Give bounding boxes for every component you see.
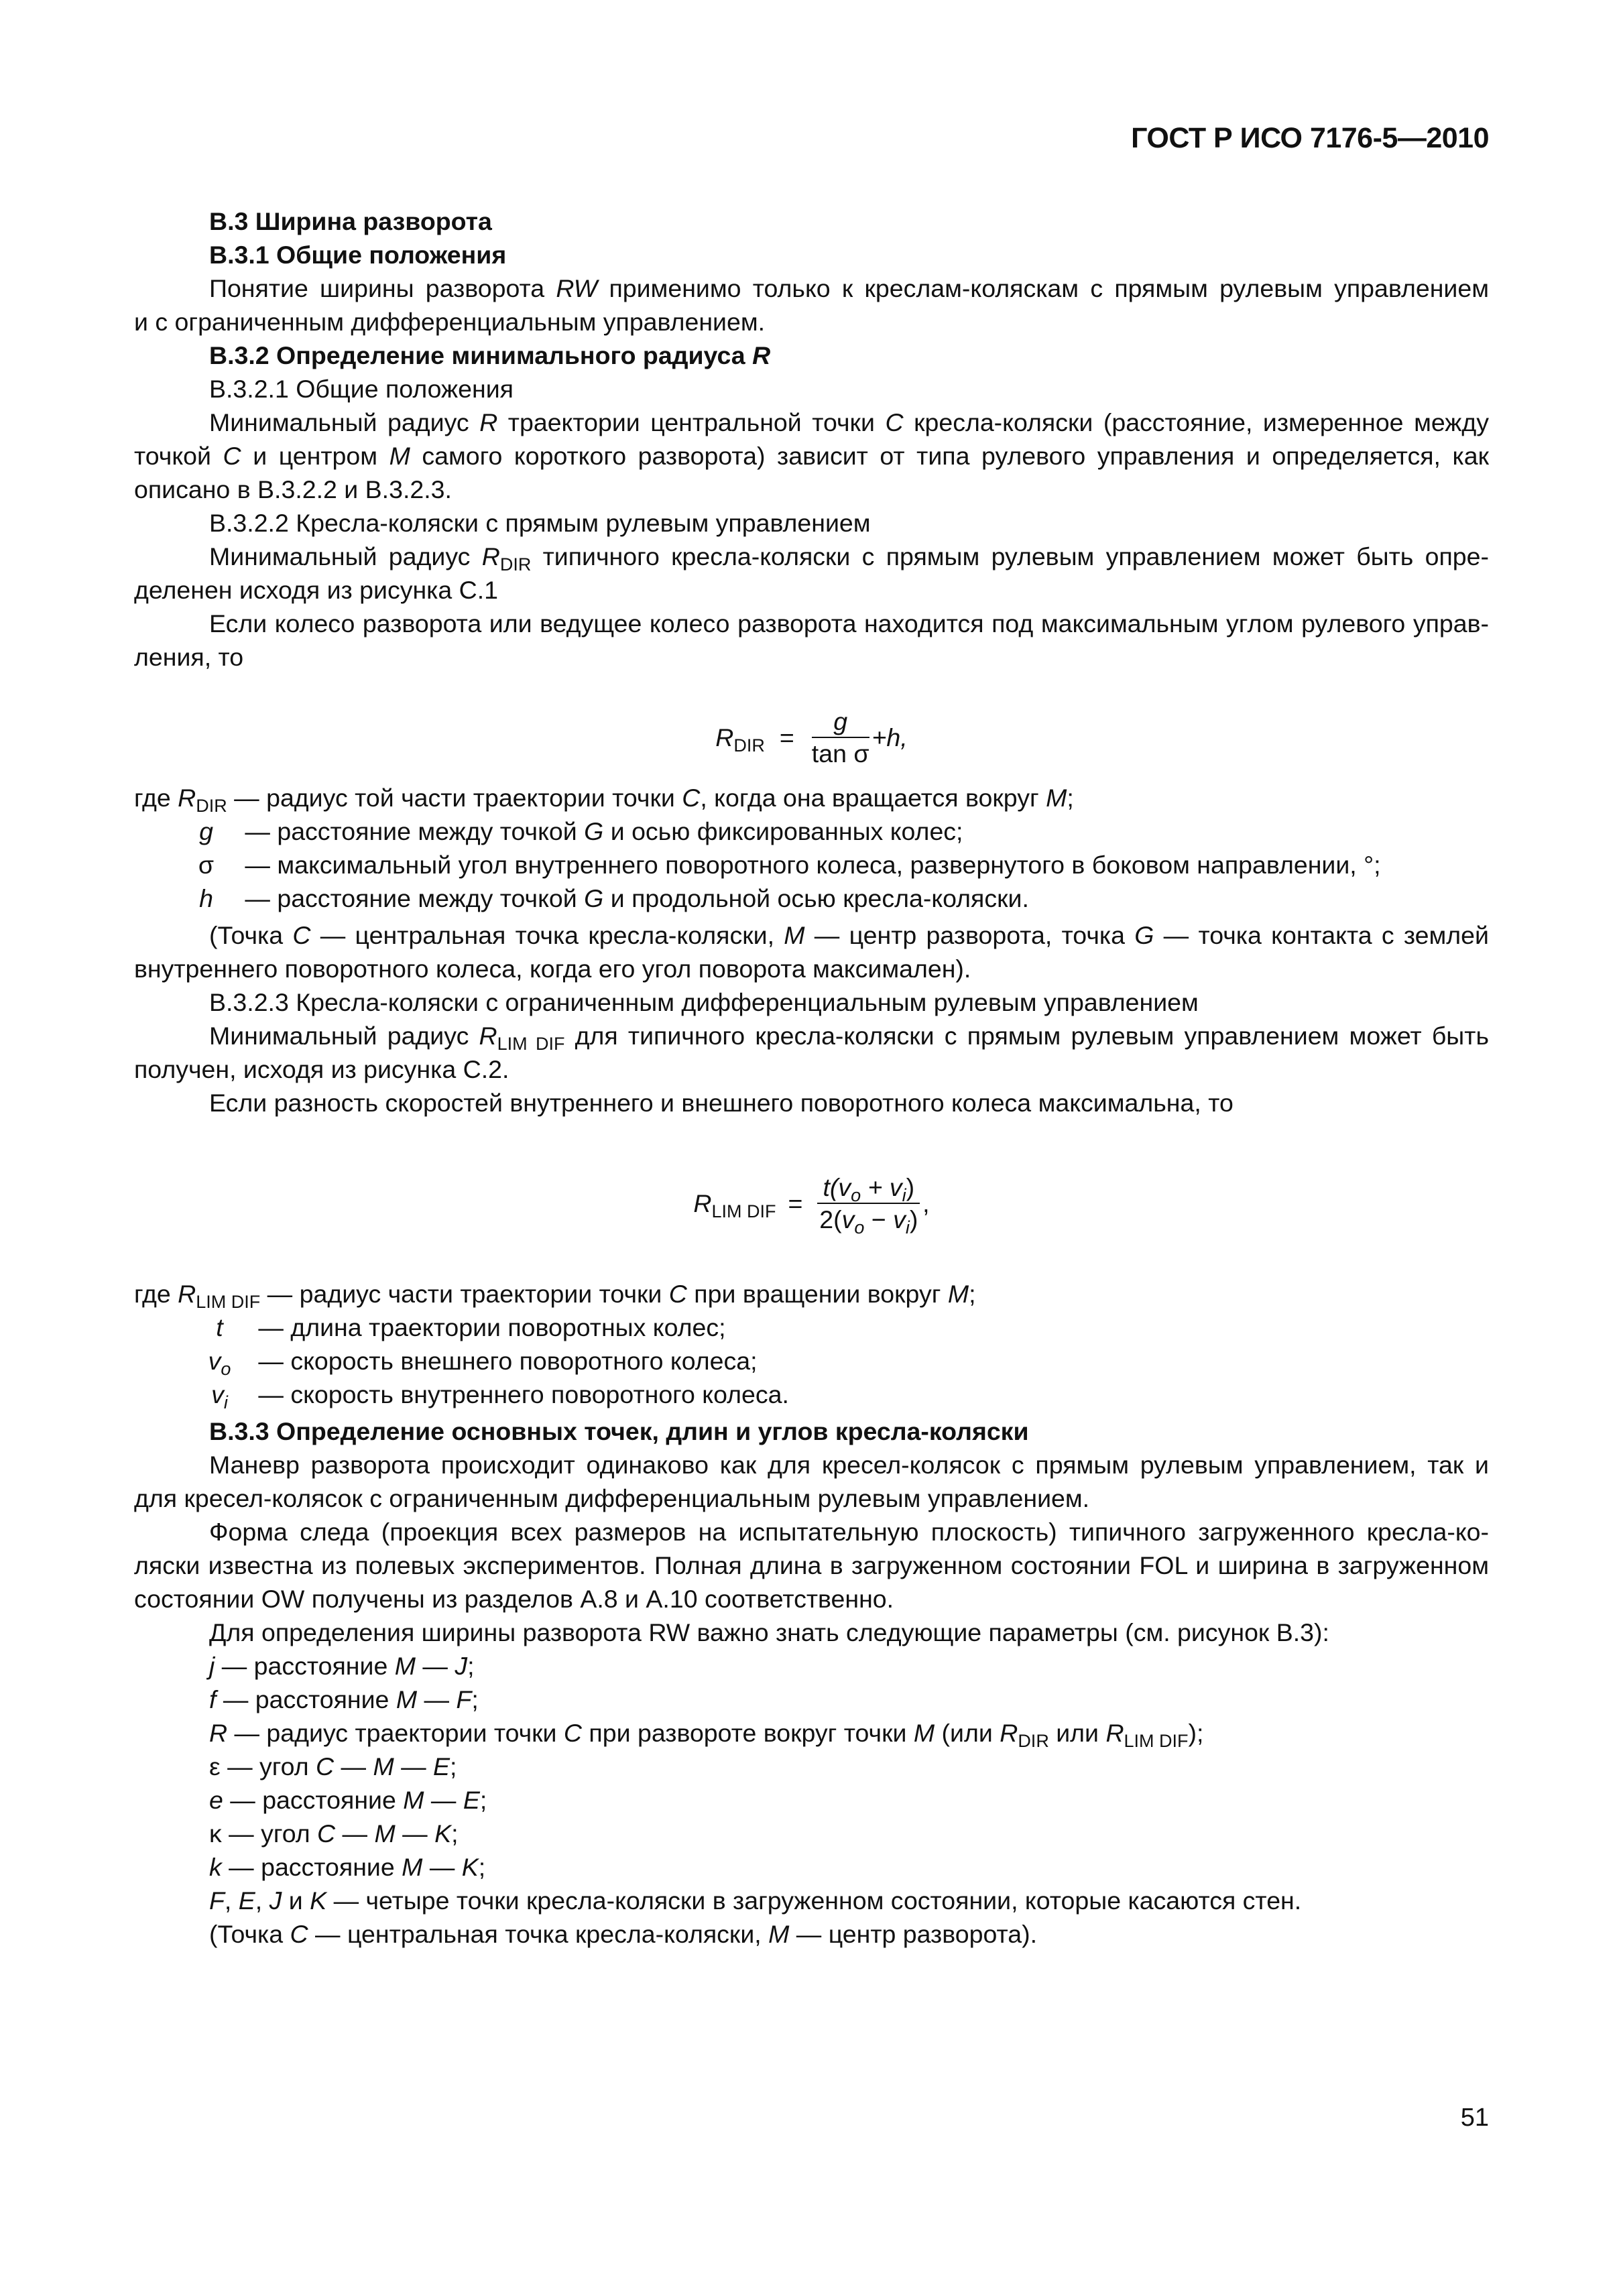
paragraph-line: Минимальный радиус $R_{LIM DIF}$ для типичного кресла-коляски с прямым рулевым управлением может быть — [209, 1022, 1489, 1054]
parameter-item: ε — угол C — M — E; — [209, 1752, 457, 1780]
fraction: $\frac{t(v_o + v_i)}{2(v_o - v_i)}$ — [817, 1172, 920, 1235]
parameter-item: k — расстояние M — K; — [209, 1853, 486, 1881]
parameter-item: R — радиус траектории точки C при развороте вокруг точки M (или $R_{DIR}$ или $R_{LIM DIF}$); — [209, 1719, 1204, 1752]
legend-line: $v_i$ — скорость внутреннего поворотного колеса. — [211, 1380, 789, 1413]
paragraph-line: состоянии OW получены из разделов А.8 и А.10 соответственно. — [134, 1585, 894, 1613]
paragraph-line: Если колесо разворота или ведущее колесо разворота находится под максимальным углом рулевого управ- — [209, 609, 1489, 638]
clause-title: В.3.2.2 Кресла-коляски с прямым рулевым управлением — [209, 509, 871, 537]
legend-line: где $R_{DIR}$ — радиус той части траектории точки C, когда она вращается вокруг M; — [134, 784, 1074, 817]
paragraph-line: Форма следа (проекция всех размеров на испытательную плоскость) типичного загруженного кресла-ко- — [209, 1518, 1489, 1546]
paragraph-line: Минимальный радиус $R_{DIR}$ типичного кресла-коляски с прямым рулевым управлением может быть опре- — [209, 542, 1489, 575]
paragraph-line: (Точка C — центральная точка кресла-коляски, M — центр разворота, точка G — точка контакта с землей — [209, 921, 1489, 949]
subsection-title: В.3.2 Определение минимального радиуса R — [209, 341, 771, 369]
fraction: $\frac{g}{\text{tan σ}}$ — [811, 707, 869, 768]
paragraph-line: Если разность скоростей внутреннего и внешнего поворотного колеса максимальна, то — [209, 1089, 1234, 1117]
parameter-item: κ — угол C — M — K; — [209, 1819, 459, 1848]
subsection-title: В.3.1 Общие положения — [209, 241, 507, 269]
legend-line: σ — максимальный угол внутреннего поворотного колеса, развернутого в боковом направлении, °; — [198, 851, 1381, 879]
paragraph-line: (Точка C — центральная точка кресла-коляски, M — центр разворота). — [209, 1920, 1038, 1948]
legend-line: h — расстояние между точкой G и продольной осью кресла-коляски. — [199, 884, 1029, 912]
legend-line: g — расстояние между точкой G и осью фиксированных колес; — [199, 817, 963, 845]
formula-r-lim-dif: $R_{LIM DIF}$ = $\frac{t(v_o + v_i)}{2(v_o - v_i)}$ , — [693, 1173, 930, 1238]
paragraph-line: Понятие ширины разворота RW применимо только к креслам-коляскам с прямым рулевым управлением — [209, 274, 1489, 302]
paragraph-line: ления, то — [134, 643, 244, 671]
paragraph-line: и с ограниченным дифференциальным управлением. — [134, 308, 766, 336]
legend-line: t — длина траектории поворотных колес; — [216, 1313, 726, 1341]
parameter-item: F, E, J и K — четыре точки кресла-коляски в загруженном состоянии, которые касаются стен. — [209, 1886, 1302, 1915]
parameter-item: e — расстояние M — E; — [209, 1786, 487, 1814]
paragraph-line: Минимальный радиус R траектории центральной точки C кресла-коляски (расстояние, измеренное между — [209, 408, 1489, 436]
formula-r-dir: $R_{DIR}$ = $\frac{g}{\text{tan σ}}$ +h, — [715, 707, 908, 768]
clause-title: В.3.2.1 Общие положения — [209, 375, 514, 403]
legend-line: где $R_{LIM DIF}$ — радиус части траектории точки C при вращении вокруг M; — [134, 1280, 976, 1313]
paragraph-line: внутреннего поворотного колеса, когда его угол поворота максимален). — [134, 955, 971, 983]
clause-title: В.3.2.3 Кресла-коляски с ограниченным дифференциальным рулевым управлением — [209, 988, 1199, 1016]
parameter-item: f — расстояние M — F; — [209, 1685, 479, 1713]
document-header: ГОСТ Р ИСО 7176-5—2010 — [1131, 122, 1489, 154]
paragraph-line: описано в В.3.2.2 и В.3.2.3. — [134, 475, 452, 503]
paragraph-line: для кресел-колясок с ограниченным дифференциальным рулевым управлением. — [134, 1484, 1090, 1512]
paragraph-line: получен, исходя из рисунка С.2. — [134, 1055, 509, 1083]
page-number: 51 — [1460, 2104, 1489, 2132]
section-title: В.3 Ширина разворота — [209, 207, 492, 235]
paragraph-line: Для определения ширины разворота RW важно знать следующие параметры (см. рисунок В.3): — [209, 1618, 1329, 1646]
subsection-title: В.3.3 Определение основных точек, длин и углов кресла-коляски — [209, 1417, 1029, 1445]
paragraph-line: ляски известна из полевых экспериментов. Полная длина в загруженном состоянии FOL и ширина в загруженном — [134, 1551, 1489, 1579]
paragraph-line: Маневр разворота происходит одинаково как для кресел-колясок с прямым рулевым управлением, так и — [209, 1451, 1489, 1479]
paragraph-line: деленен исходя из рисунка С.1 — [134, 576, 499, 604]
legend-line: $v_o$ — скорость внешнего поворотного колеса; — [208, 1347, 758, 1380]
parameter-item: j — расстояние M — J; — [209, 1652, 475, 1680]
paragraph-line: точкой C и центром M самого короткого разворота) зависит от типа рулевого управления и определяется, как — [134, 442, 1489, 470]
